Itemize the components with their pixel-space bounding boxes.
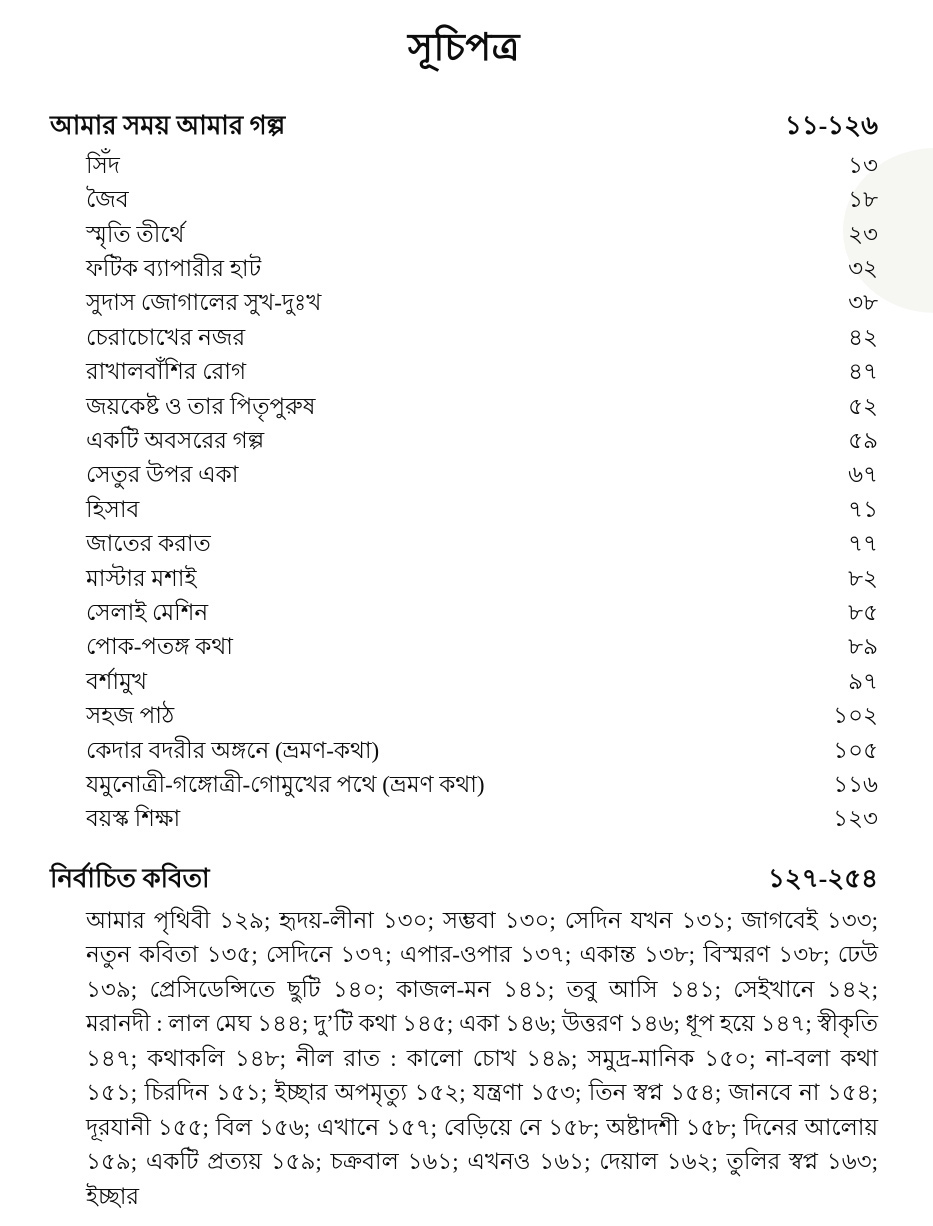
entry-title: সিঁদ xyxy=(86,152,120,178)
entry-title: মাস্টার মশাই xyxy=(86,565,197,591)
entry-page-number: ৭১ xyxy=(848,496,878,522)
entry-title: হিসাব xyxy=(86,496,140,522)
toc-entry xyxy=(86,665,878,699)
entry-page-number: ২৩ xyxy=(848,221,878,247)
toc-entry xyxy=(86,321,878,355)
toc-entries-list xyxy=(50,149,878,837)
entry-page-number: ৯৭ xyxy=(848,668,878,694)
toc-entry xyxy=(86,768,878,802)
toc-entry xyxy=(86,699,878,733)
entry-page-number: ৮৫ xyxy=(848,599,878,625)
section-stories xyxy=(50,108,878,837)
section-poems-page-range: ১২৭-২৫৪ xyxy=(768,863,878,893)
entry-page-number: ১০২ xyxy=(833,703,878,729)
section-poems xyxy=(50,861,878,1215)
entry-page-number: ৪২ xyxy=(848,324,878,350)
entry-page-number: ৮২ xyxy=(848,565,878,591)
entry-page-number: ৭৭ xyxy=(848,531,878,557)
entry-title: সেতুর উপর একা xyxy=(86,462,239,488)
poems-paragraph: আমার পৃথিবী ১২৯; হৃদয়-লীনা ১৩০; সম্ভবা ১৩০; সেদিন যখন ১৩১; জাগবেই ১৩৩; নতুন কবিতা ১৩৫; সেদিনে ১৩৭; এপার-ওপার ১৩৭; একান্ত ১৩৮; বিস্মরণ ১৩৮; ঢেউ ১৩৯; প্রেসিডেন্সিতে ছুটি ১৪০; কাজল-মন ১৪১; তবু আসি ১৪১; সেইখানে ১৪২; মরানদী : লাল মেঘ ১৪৪; দু’টি কথা ১৪৫; একা ১৪৬; উত্তরণ ১৪৬; ধূপ হয়ে ১৪৭; স্বীকৃতি ১৪৭; কথাকলি ১৪৮; নীল রাত : কালো চোখ ১৪৯; সমুদ্র-মানিক ১৫০; না-বলা কথা ১৫১; চিরদিন ১৫১; ইচ্ছার অপমৃত্যু ১৫২; যন্ত্রণা ১৫৩; তিন স্বপ্ন ১৫৪; জানবে না ১৫৪; দূরযানী ১৫৫; বিল ১৫৬; এখানে ১৫৭; বেড়িয়ে নে ১৫৮; অষ্টাদশী ১৫৮; দিনের আলোয় ১৫৯; একটি প্রত্যয় ১৫৯; চক্রবাল ১৬১; এখনও ১৬১; দেয়াল ১৬২; তুলির স্বপ্ন ১৬৩; ইচ্ছার xyxy=(86,907,878,1209)
entry-title: সহজ পাঠ xyxy=(86,703,175,729)
section-stories-page-range: ১১-১২৬ xyxy=(784,110,878,140)
toc-entry xyxy=(86,286,878,320)
entry-page-number: ১১৬ xyxy=(833,772,878,797)
entry-title: সুদাস জোগালের সুখ-দুঃখ xyxy=(86,290,322,316)
entry-title: স্মৃতি তীর্থে xyxy=(86,221,185,247)
entry-title: সেলাই মেশিন xyxy=(86,599,209,625)
entry-page-number: ১৩ xyxy=(848,152,878,178)
toc-entry xyxy=(86,562,878,596)
entry-page-number: ৩৮ xyxy=(848,290,878,316)
toc-entry xyxy=(86,596,878,630)
toc-entry xyxy=(86,802,878,836)
entry-page-number: ৪৭ xyxy=(848,359,878,385)
entry-title: বর্শামুখ xyxy=(86,668,147,694)
toc-content xyxy=(50,26,878,1214)
entry-title: কেদার বদরীর অঙ্গনে (ভ্রমণ-কথা) xyxy=(86,737,380,763)
toc-entry xyxy=(86,183,878,217)
entry-title: রাখালবাঁশির রোগ xyxy=(86,359,247,385)
toc-entry xyxy=(86,734,878,768)
section-poems-header xyxy=(50,861,878,896)
entry-page-number: ৬৭ xyxy=(848,462,878,488)
section-stories-title: আমার সময় আমার গল্প xyxy=(50,110,286,140)
toc-entry xyxy=(86,149,878,183)
toc-entry xyxy=(86,424,878,458)
section-stories-header xyxy=(50,108,878,143)
entry-title: জয়কেষ্ট ও তার পিতৃপুরুষ xyxy=(86,393,316,419)
entry-title: একটি অবসরের গল্প xyxy=(86,427,265,453)
toc-entry xyxy=(86,355,878,389)
entry-page-number: ৫৯ xyxy=(848,427,878,453)
toc-entry xyxy=(86,218,878,252)
entry-page-number: ৩২ xyxy=(848,255,878,281)
entry-page-number: ৫২ xyxy=(848,393,878,419)
entry-title: ফটিক ব্যাপারীর হাট xyxy=(86,255,262,281)
toc-entry xyxy=(86,458,878,492)
entry-title: জাতের করাত xyxy=(86,531,211,557)
entry-title: জৈব xyxy=(86,187,129,213)
toc-entry xyxy=(86,252,878,286)
entry-page-number: ১২৩ xyxy=(833,806,878,832)
entry-page-number: ১০৫ xyxy=(833,737,878,763)
toc-entry xyxy=(86,630,878,664)
toc-entry xyxy=(86,390,878,424)
section-poems-title: নির্বাচিত কবিতা xyxy=(50,863,210,893)
entry-title: বয়স্ক শিক্ষা xyxy=(86,806,181,832)
entry-page-number: ৮৯ xyxy=(848,634,878,660)
page-title: সূচিপত্র xyxy=(407,27,521,69)
entry-title: চেরাচোখের নজর xyxy=(86,324,246,350)
toc-entry xyxy=(86,493,878,527)
entry-page-number: ১৮ xyxy=(848,187,878,213)
entry-title: পোক-পতঙ্গ কথা xyxy=(86,634,233,660)
toc-entry xyxy=(86,527,878,561)
entry-title: যমুনোত্রী-গঙ্গোত্রী-গোমুখের পথে (ভ্রমণ কথা) xyxy=(86,772,485,797)
